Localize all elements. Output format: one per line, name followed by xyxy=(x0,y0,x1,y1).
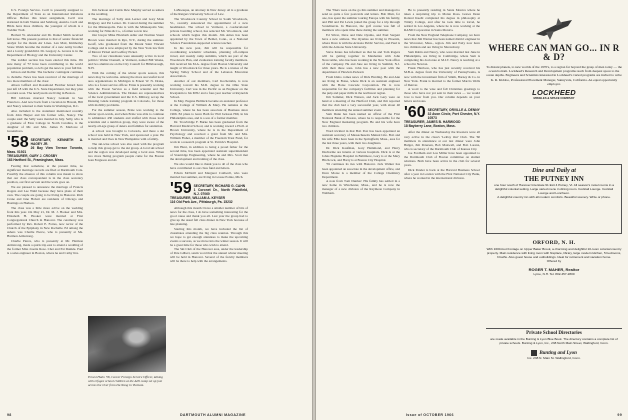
class-58-header xyxy=(7,136,83,162)
paragraph: Sam Dunn has been named an officer of the First National Bank of Boston, where he is responsible for the New England marketing program. He and his wife have two children. xyxy=(322,112,400,129)
class-year: '60 xyxy=(404,106,426,122)
left-page-number: 98 xyxy=(7,413,12,417)
class-59-header xyxy=(170,182,248,204)
lockheed-brand: LOCKHEED xyxy=(532,88,576,98)
paragraph: Sam Rabin and Nancy, who were married last June in Philadelphia, are living in Cambridge, where Sam is completing his doctorate at M.I.T. Nancy is teaching at a school in Newton. xyxy=(404,49,480,66)
putney-inn-ad xyxy=(486,164,622,234)
paragraph: Jim Hunt, in addition to being a proud father for the second time, has been appointed assistant superintendent of Stoutridge Engineering, where he and Mrs. Scott met the development and training of the class. xyxy=(170,145,248,162)
paragraph: A note from Tom Dunbar: His family has settled in a new home in Winchester, Mass., and he is now the manager of a new division of the Raytheon Company in Waltham. xyxy=(322,179,400,196)
lockheed-headline: WHERE CAN MAN GO... IN R & D? xyxy=(488,43,620,62)
school-headline: Private School Directories xyxy=(526,331,582,336)
paragraph: '59 continues its ties with Hanover. Jack Walker has been appointed an associate in the development office, and Dave Morse is a member of the College Chemistry Department. xyxy=(322,162,400,179)
left-col1b-text xyxy=(7,164,83,255)
paragraph: LaBoeuque, an attorney in New Jersey. Al is a graduate of the Rutgers University School of Law. xyxy=(170,8,248,17)
treasurer: TREASURER, JAMES B. HARWOOD xyxy=(404,120,461,125)
address: 26 Bay View Terrace Toronto, Mass. 01921 xyxy=(7,145,83,154)
orford-ad xyxy=(486,240,622,322)
right-col-2 xyxy=(404,8,480,412)
paragraph: Our lawyer Mike Elizabeth Adler and Norman Stuart Brown were married in Rye, N.Y., during the summer. Geoff, who graduated from the Mount Saint Vincent College and is now employed by the New York law firm of Mercer Pickel and Godfrey Pickel. xyxy=(88,33,164,54)
left-col3b-text xyxy=(170,206,248,264)
right-page-number: 99 xyxy=(617,413,622,417)
address: 32 Avon Circle, Port Chester, N.Y. 10573 xyxy=(427,112,480,121)
secretary: SECRETARY, RICHARD G. CAHN xyxy=(193,183,246,188)
right-footer-title: Issue of OCTOBER 1966 xyxy=(406,413,454,417)
secretary: SECRETARY, KENNETH A. HAGEY JR. xyxy=(30,137,83,146)
paragraph: From Idaho comes news of Dick Harding. He and Ann are living in Boise, where Dick is an assistant engineer with the Boise Cascade Corporation. He is now responsible for the company's facilities and planning for the pulp and paper mills in the northwest region. xyxy=(322,74,400,95)
paragraph: The Woodstock Country School in South Woodstock, Vt., recently announced the appointment of a new headmaster. The school in Vermont, a coeducational private boarding school, has selected Mr. Woodstock, and schools which begins this month. Jim Ames has been appointed by the Town of Bethel, Conn., as a National Science Foundation-supported science teacher. xyxy=(170,16,248,45)
left-col-2 xyxy=(88,8,164,316)
orford-headline: ORFORD, N. H. xyxy=(532,240,576,246)
school-body: are made available in the Bunting & Lyon Blue Book. The directory contains a complete list of private schools. Bunting & Lyon, Inc., 238 North Main Street, Wallingford, Conn. xyxy=(490,337,618,345)
refugee-children-photo xyxy=(88,316,166,372)
paragraph: Bill Gibbons married Nancy Graham in San Francisco. And now back from a vacation in Hawaii, Bill and Nancy returned to their home in Washington, D.C. xyxy=(7,95,83,109)
paragraph: Although this month I have a smaller number of bits of news for the class, I do have something interesting for the good cause and thank you all. Last year the group had to give up the usual fall class dinner in New York because of late planning. xyxy=(170,205,248,226)
paragraph: We are pleased to announce the marriage of Francis Rogers and Lee Wahl because they have plans of their own. The couple are going to be living in Hanover. Rich Crane and Jane Hobart are residents of Chicago and Hastings on Hudson. xyxy=(7,184,83,205)
paragraph: The class was a little more active on the wedding front this year. On May 21, Dr. M. J. Hooker and Mrs. Elizabeth H. Hooker were married at First Congregational Church in Hanover. The ceremony was performed by Rev. Robert E. Fortes, now rector of the Church of the Epiphany in New Rochelle. Ed among the ushers was Charlie Pierce, who is presently at Ms. Harmon Armstrong. xyxy=(7,205,83,238)
paragraph: Gibson and Rollie: The bachelor contingent continues to dwindle. News has been received of the marriage of two more members of the class: xyxy=(7,70,83,83)
paragraph: The marriage of Sally Ann Lerner and Gary Mole Ridgway and Pat Lerner. Dr. Conrad during the summer for the Minneapolis. Pete is with the Minneapolis Star, working for Niles & Co., a former son in law. xyxy=(88,16,164,33)
left-col-3 xyxy=(170,8,248,412)
lockheed-body: To distant planets, to new worlds of the 1970's, to a region far beyond the grasp of men today — the ocean bottom. Lockheed's Research and Development programs reach from deepest space to the ocean depths. Engineers and Scientists interested in Lockheed's varied programs are invited to write K. R. Kiddoo, Professional Placement Manager, Sunnyvale, California. An equal opportunity employer. xyxy=(486,65,622,86)
paragraph: Frank Harrison, who has just recently received his M.B.A. degree from the University of Pennsylvania, is now with the investment firm of Smith, Barney & Co. in New York. Frank is married to the former Marcia Wells of Denver. xyxy=(404,66,480,87)
paragraph: Herbert W. Alexander and Dr. Daniel Smith received full leave. His present position is that of senior financial analyst for the Ozark Air Lines. Lan Mair, Kimberley Stone Walsh became the mother of a new Army brother and a lovely grandchild. Dr. Gregory A. Graves is in the Department of Biology and the University Center. xyxy=(7,32,83,58)
school-brand-sub: Inc. 238 N. Main St. Wallingford, Conn. xyxy=(527,355,581,360)
paragraph: Starting this month, we have included the list of classmates attending the big class reunion. Through this we hope to get enough attendees to make the upcoming events a success, as we move into the winter season. It will be a great time for those who wish to attend. xyxy=(170,226,248,247)
putney-body: one hour south of Hanover Interstate 91 Exit 4 Putney, Vt. All season's motel rooms in a delightful colonial setting. Large varied menu in dining room. Cocktail Lounge. Cocktail Lounge and Luncheon. xyxy=(494,183,614,195)
secretary: SECRETARY, ORVILLE A. DENNY xyxy=(427,108,480,113)
paragraph: Jim Jackson and Curtis Dew Murphy served as ushers at the wedding. xyxy=(88,8,164,17)
paragraph: In May, Eugene Helmick became an assistant professor at the College of William & Mary. He remains at the College, where he has been associate of Business since 1966. Ed plans to leave Bath for Phil Jackson Hill, in his Philadelphia area, and is a son of a former member. xyxy=(170,99,248,120)
paragraph: From the New England Telephone Company, we have news that Jim Warner has been named district engineer in the Worcester, Mass., region. Jim and Patty now have two children and are living in Shrewsbury. xyxy=(404,32,480,50)
paragraph: Ed Silver, Dave and Dale Oyama, and Paul Sargent have a new address. The Oyamas are living in Phoenix, where Dave is with the Arizona Public Service, and Paul is with the Arizona State University. xyxy=(322,32,400,50)
paragraph: The '59ers were on the go this summer and managed to send us quite a few postcards and letters. Bob Muir, for one, has spent the summer touring Europe with his family, and Phil and Pat Lewis joined the group for a trip through Scandinavia. In Hanover, the golf course was full of members who spent time there during the summer. xyxy=(322,8,400,33)
paragraph: Word trickled in that Bob Post has been appointed an assistant secretary of Massachusetts Mutual Life. Bob and his wife Ellie have been in the Springfield, Mass., area for the last three years, with their two daughters. xyxy=(322,128,400,146)
class-60-header xyxy=(404,106,480,128)
treasurer-address: 18 Bayberry Lane, Boston, Mass. xyxy=(404,124,456,129)
paragraph: A word to the wise and fall Christmas greetings to those who have not yet sent in their news — we would love to hear from you. Our column depends on your letters and notes. xyxy=(404,87,480,104)
left-page xyxy=(0,0,312,420)
orford-agent-address: Lyme, N.H. Tel. 802-457-2800 xyxy=(533,272,575,277)
left-col1-text xyxy=(7,8,83,133)
paragraph: Two of our classmates were unusually active in local politics: Walter Donnell, at Vermont, named Bill Weeks, and two alumni are on the City Council for Hillsborough, N.H. xyxy=(88,54,164,71)
paragraph: A school was brought to Colorado, and there a ski school was held in New York, and sponsored a year. He is married and lives in New Hampshire with a family. xyxy=(88,128,164,142)
orford-agent-name: ROGER T. MAHER, Realtor xyxy=(528,267,580,273)
paragraph: In his new post, Jim will be responsible for coordinating academic schedules, planning off-campus travel, and weekly camp summits, which are part of the Woodstock Plan, and evaluation training faculty members. Jim received his M.A. degree from Boston University and taught at Woodstock for three years. He is a trustee of the Spring Valley School and of the Lebanon Education Association. xyxy=(170,45,248,78)
paragraph: Another of our members, Carl Kochertahn, is now working toward his M.D. degree in the Ohio State University. Carl was in the Pacific as an Engineer on the Kwajalein to his MSU and a four-year teacher at Reynolds School. xyxy=(170,78,248,99)
putney-headline-2: THE PUTNEY INN xyxy=(524,175,584,183)
lockheed-tagline: MISSILES & SPACE COMPANY xyxy=(533,96,575,101)
paragraph: U.S. Foreign Service. Cecil is presently assigned to the Department of State as an International Relations Officer. Before this latest assignment, Cecil was stationed in both Vienna and Salzburg, Austria. Cecil and Hilda have three children, the youngest of whom is a Toddler Troll. xyxy=(7,8,83,33)
paragraph: He is presently residing in Santa Monica where he takes a surprising trip to Monte Rosa. Grewe Dean Roland Kuehl completed his degree in philosophy at Trinity College, and after he took time to travel, he settled in Los Angeles, where he is now working at the RAND Corporation in Santa Monica. xyxy=(404,8,480,33)
bunting-lyon-logo-icon xyxy=(531,350,537,356)
class-year: '58 xyxy=(7,135,29,151)
left-footer-title: DARTMOUTH ALUMNI MAGAZINE xyxy=(180,413,246,417)
treasurer: TREASURER, WILLIAM A. KEYSER xyxy=(170,195,226,200)
putney-headline-1: Dine and Daily at xyxy=(532,168,576,174)
class-year: '59 xyxy=(170,181,192,197)
paragraph: The ski-wise school was also used with the program to help this group get to the ski group. A local ski school and the region was developed using a local area. When two more Skiing program people came for the Boston Jean Ferguson and Al. xyxy=(88,141,164,162)
treasurer: TREASURER, GARY J. CROSBY xyxy=(7,153,58,158)
lockheed-ad xyxy=(486,8,622,158)
left-col3-text xyxy=(170,8,248,179)
paragraph: Charlie Pierce, who is presently at Mr. Harmon Armstrong, made a quick trip east to attend a wedding of the former Miss Josette Rose. Chet and Pat Dunkle. Paul is a sales engineer in Boston, where he and Cathy live. xyxy=(7,238,83,255)
paragraph: Jim Sommer, Dick Watson, and Jack Gary were on hand at a meeting of the Hartford Club, and Jim reported that the club had a very successful year, with about 40 members attending the annual summer event. xyxy=(322,95,400,112)
paragraph: The toddler section has been elected this time. I'm sure many of '57 have been contributing to the world population problem, so let's get the news to your full list. xyxy=(7,57,83,70)
paragraph: Also included is the statement mentioned recently from John Harper and his former wife, Nancy. The couple said: the Sally were married in July. Sally, who is a graduate of Elon College in North Carolina, is the daughter of Mr. and Mrs. James E. Marlowe of Greensboro. xyxy=(7,108,83,133)
paragraph: Alison Gifford and Rosamond Fletcher Izzard have just left 18 with the U.S. State Department, but they plan to return soon. The newlyweds are living in Boston. xyxy=(7,83,83,96)
right-col2-text xyxy=(404,8,480,103)
putney-extra: A delightful country inn with all modern comforts. Beautiful scenery. Write or phone. xyxy=(497,195,611,200)
right-col2b-text xyxy=(404,130,480,180)
treasurer-address: 163 Hartford St., Framingham, Mass. xyxy=(7,157,65,162)
paragraph: For the summer season, Ernie was working to the winter sport-wards, and when Ernie was able to continue to administer 430 students and staffed with those local scientists and a nutrition group, they were aware of the nearly-all-age group of skiers and families for sanitation. xyxy=(88,108,164,129)
school-brand xyxy=(486,350,622,356)
rocket-plane-icon xyxy=(532,14,576,42)
paragraph: The Ski Club of the Hanover area, under the leadership of Pete Gilbert, sends word that the annual winter meeting will be held in Hanover. Several of the faculty members will be there to help with the arrangements. xyxy=(170,247,248,264)
paragraph: Fearing that somehow, at the present time, no significant marriage records are filed at Dartmouth Cole. Possibly the absence of this column was meant to show that our class correspondent is in the class secretary position, our first servant and the work goes on. xyxy=(7,163,83,185)
private-school-ad xyxy=(486,328,622,408)
paragraph: After the dinner on Wednesday the Roosters were all very active in the class's 'LeRoy Out' Club. The '60 members in attendance at our last dinner were John Bulger, Jim Petersen, Bob Maxwell, and Bob Lorenz, who is secretary of the Dartmouth Club of Kansas City. xyxy=(404,130,480,151)
paragraph: With the coming of the winter sports season, this news may be welcome. Among the more successful local area organizations in Michigan is Ernest W. N. Drake, who is a forest service officer. Ernie is presently working with the Forest Service as a field scientist and Ski Science Administration. The Drakes are representatives of the local government and the U.S. Military, set up the Dunsing Glade training program in Colorado, for those with mobility problems. xyxy=(88,71,164,108)
paragraph: Dr. Dick Kaufman, Gary Hammond, and Harry Ducharme are interns at various hospitals. Dick is at the Johns Hopkins Hospital in Baltimore, Gary is at the Mary Hitchcock, and Harry is at Boston City Hospital. xyxy=(322,145,400,162)
orford-body: With 1600-foot frontage on Upper Baker Brook, a charming and delightful 10-room colonial country property. Main residence with living room with fireplace, library, large modern kitchen, 5 bedrooms, 3 baths. Also guest house and outbuildings. Ideal for retirement and vacation home. xyxy=(486,247,622,259)
orford-agent-title: Offered by xyxy=(546,259,562,264)
paragraph: Joe Fordham and Lou Miller have been appointed to the Dartmouth Club of Boston committee on alumni relations. Both have been active in the club for several years. xyxy=(404,151,480,168)
paragraph: Steve Kraus has informed us that he and Tom Rogers will be getting together in Manhattan with John Newcombe, who has been working in the New York office of the company. He and Jane are living in Summit, N.J. with their three sons. John has a new post with the department of Hewlett-Packard. xyxy=(322,49,400,74)
paragraph: Dick Pender is back at the Harvard Business School after a year in London with the First National City Bank, where he worked in the international division. xyxy=(404,168,480,181)
photo-caption: Ernest Hahn '58, Career Foreign Service Officer, talking with refugee school children at the AID camp set up just across the river from Da Nang in Vietnam. xyxy=(88,375,163,387)
paragraph: Dr. Trowbridge F. Burke has been graduated from the Harvard Medical School, and is working toward a Ph.D. at Brown University, where he is in the Department of Psychology and received a grant from Mr. and Mrs. William Fisher, a member of the Freedom Trust Fund, for work in a research program at St. Patrick's Hospital. xyxy=(170,120,248,145)
paragraph: Edwin McNeill and Margaret Caldwell, who were married last summer, are living in Grosse Pointe, Mich. xyxy=(170,170,248,179)
treasurer-address: 116 Old Park Ave., Pittsburgh, Pa. 15232 xyxy=(170,199,233,204)
left-col-1 xyxy=(7,8,83,412)
right-col-1 xyxy=(322,8,400,412)
address: 1 Coronet Dr., North Plainfield, N.J. 07060 xyxy=(193,187,248,196)
paragraph: We also would like to thank you to all of the class who have contributed to our class fund and letters. xyxy=(170,161,248,170)
right-page xyxy=(316,0,628,420)
school-brand-name: Bunting and Lyon xyxy=(539,350,577,356)
